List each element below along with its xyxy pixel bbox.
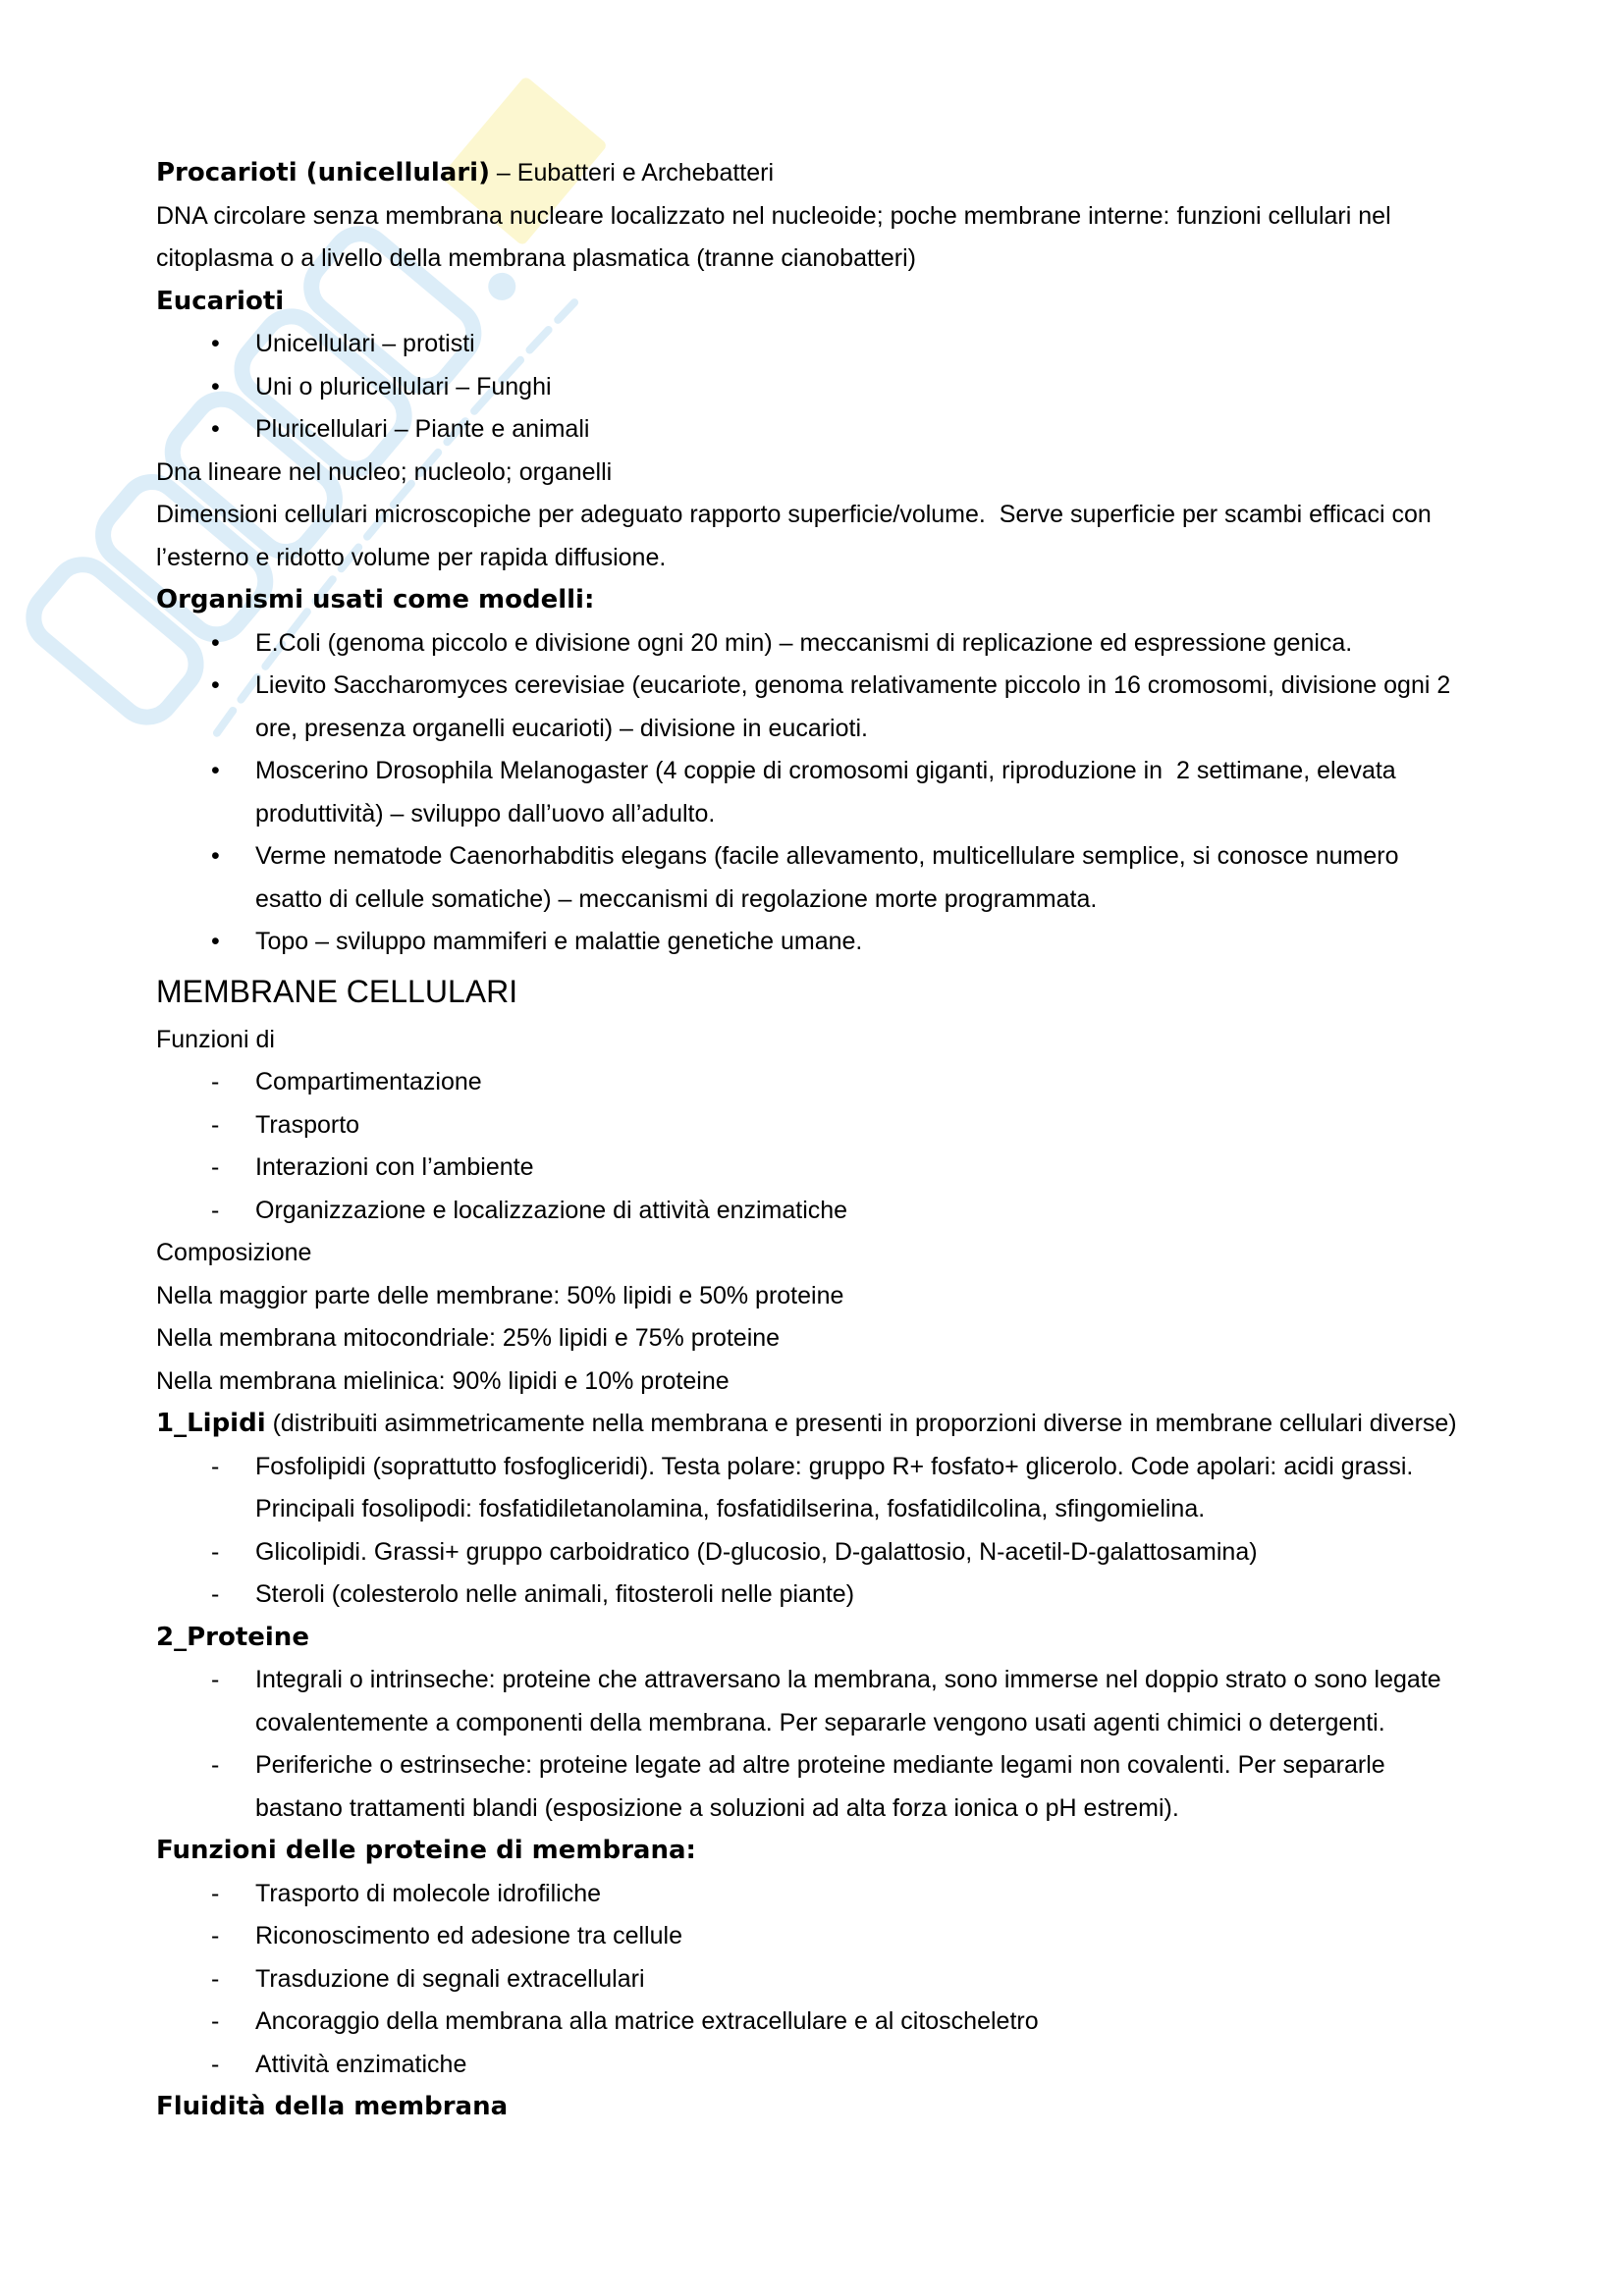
procarioti-heading: Procarioti (unicellulari) bbox=[156, 158, 490, 187]
dash-marker: - bbox=[211, 1879, 220, 1907]
paragraph-line: Dimensioni cellulari microscopiche per adeguato rapporto superficie/volume. Serve superficie per scambi efficaci con bbox=[156, 501, 1432, 528]
paragraph-line: Nella maggior parte delle membrane: 50% lipidi e 50% proteine bbox=[156, 1281, 844, 1309]
bullet-item-text: Verme nematode Caenorhabditis elegans (facile allevamento, multicellulare semplice, si conosce numero bbox=[255, 842, 1399, 870]
procarioti-heading-line bbox=[156, 152, 1531, 195]
dash-marker: - bbox=[211, 1196, 220, 1224]
dash-item bbox=[156, 1958, 1531, 2002]
bullet-marker: • bbox=[211, 671, 220, 699]
bullet-marker: • bbox=[211, 415, 220, 443]
dash-marker: - bbox=[211, 2007, 220, 2035]
bullet-marker: • bbox=[211, 757, 220, 784]
dash-item-text: Trasduzione di segnali extracellulari bbox=[255, 1964, 645, 1993]
bullet-item-text: Uni o pluricellulari – Funghi bbox=[255, 372, 552, 400]
bullet-item-continuation: produttività) – sviluppo dall’uovo all’adulto. bbox=[255, 799, 716, 828]
dash-item-text: Organizzazione e localizzazione di attività enzimatiche bbox=[255, 1196, 848, 1224]
bullet-item-text: Lievito Saccharomyces cerevisiae (eucariote, genoma relativamente piccolo in 16 cromosomi, divisione ogni 2 bbox=[255, 671, 1451, 699]
dash-item bbox=[156, 1744, 1531, 1788]
dash-item-text: Glicolipidi. Grassi+ gruppo carboidratico (D-glucosio, D-galattosio, N-acetil-D-galattosamina) bbox=[255, 1537, 1258, 1566]
notes-content bbox=[156, 152, 1531, 2129]
bullet-item-text: Unicellulari – protisti bbox=[255, 330, 475, 357]
bullet-item bbox=[156, 323, 1531, 366]
bullet-item bbox=[156, 921, 1531, 964]
bullet-item bbox=[156, 366, 1531, 409]
dash-item-text: Steroli (colesterolo nelle animali, fitosteroli nelle piante) bbox=[255, 1580, 855, 1608]
bullet-item-text: Moscerino Drosophila Melanogaster (4 coppie di cromosomi giganti, riproduzione in 2 settimane, elevata bbox=[255, 757, 1396, 784]
dash-marker: - bbox=[211, 1537, 220, 1566]
lipidi-heading-line bbox=[156, 1403, 1531, 1446]
bullet-item bbox=[156, 750, 1531, 793]
dash-marker: - bbox=[211, 1580, 220, 1608]
dash-marker: - bbox=[211, 1666, 220, 1693]
paragraph-line: citoplasma o a livello della membrana plasmatica (tranne cianobatteri) bbox=[156, 244, 916, 272]
dash-item-continuation: bastano trattamenti blandi (esposizione a soluzioni ad alta forza ionica o pH estremi). bbox=[255, 1793, 1179, 1822]
funzioni-label: Funzioni di bbox=[156, 1025, 275, 1053]
dash-marker: - bbox=[211, 1068, 220, 1095]
lipidi-heading: 1_Lipidi bbox=[156, 1409, 266, 1438]
dash-marker: - bbox=[211, 1153, 220, 1181]
dash-item bbox=[156, 1446, 1531, 1489]
dash-item-text: Periferiche o estrinseche: proteine legate ad altre proteine mediante legami non covalenti. Per separarle bbox=[255, 1751, 1385, 1779]
dash-marker: - bbox=[211, 1110, 220, 1139]
modelli-heading: Organismi usati come modelli: bbox=[156, 585, 595, 614]
dash-marker: - bbox=[211, 2050, 220, 2078]
bullet-item bbox=[156, 408, 1531, 452]
paragraph-line: Dna lineare nel nucleo; nucleolo; organelli bbox=[156, 457, 613, 486]
bullet-item-continuation: esatto di cellule somatiche) – meccanismi di regolazione morte programmata. bbox=[255, 884, 1098, 913]
fluidita-heading: Fluidità della membrana bbox=[156, 2092, 509, 2121]
paragraph-line: Nella membrana mielinica: 90% lipidi e 10% proteine bbox=[156, 1366, 730, 1395]
bullet-item bbox=[156, 665, 1531, 708]
dash-item-text: Fosfolipidi (soprattutto fosfogliceridi). Testa polare: gruppo R+ fosfato+ glicerolo. Code apolari: acidi grassi. bbox=[255, 1452, 1414, 1480]
dash-marker: - bbox=[211, 1751, 220, 1779]
dash-item bbox=[156, 1061, 1531, 1104]
dash-item-text: Riconoscimento ed adesione tra cellule bbox=[255, 1922, 682, 1949]
dash-item bbox=[156, 1190, 1531, 1233]
dash-item-text: Interazioni con l’ambiente bbox=[255, 1153, 534, 1181]
dash-item bbox=[156, 1147, 1531, 1190]
bullet-marker: • bbox=[211, 928, 220, 955]
dash-marker: - bbox=[211, 1452, 220, 1480]
composizione-label: Composizione bbox=[156, 1239, 312, 1266]
procarioti-subheading: – Eubatteri e Archebatteri bbox=[489, 159, 775, 187]
bullet-marker: • bbox=[211, 628, 220, 657]
bullet-item-text: E.Coli (genoma piccolo e divisione ogni 20 min) – meccanismi di replicazione ed espressione genica. bbox=[255, 628, 1353, 657]
dash-item-text: Compartimentazione bbox=[255, 1068, 482, 1095]
dash-item-text: Ancoraggio della membrana alla matrice extracellulare e al citoscheletro bbox=[255, 2007, 1039, 2035]
dash-item bbox=[156, 2001, 1531, 2044]
membrane-section-title: MEMBRANE CELLULARI bbox=[156, 973, 518, 1009]
proteine-heading: 2_Proteine bbox=[156, 1622, 309, 1652]
dash-item bbox=[156, 1659, 1531, 1702]
paragraph-line: Nella membrana mitocondriale: 25% lipidi e 75% proteine bbox=[156, 1324, 781, 1352]
dash-item bbox=[156, 2044, 1531, 2087]
dash-item bbox=[156, 1915, 1531, 1958]
bullet-item-text: Topo – sviluppo mammiferi e malattie genetiche umane. bbox=[255, 928, 863, 955]
dash-item-continuation: Principali fosolipodi: fosfatidiletanolamina, fosfatidilserina, fosfatidilcolina, sfingomielina. bbox=[255, 1495, 1206, 1522]
bullet-item-text: Pluricellulari – Piante e animali bbox=[255, 415, 590, 443]
bullet-item bbox=[156, 622, 1531, 666]
bullet-item-continuation: ore, presenza organelli eucarioti) – divisione in eucarioti. bbox=[255, 714, 868, 742]
paragraph-line: DNA circolare senza membrana nucleare localizzato nel nucleoide; poche membrane interne: funzioni cellulari nel bbox=[156, 201, 1391, 230]
dash-item bbox=[156, 1531, 1531, 1575]
dash-marker: - bbox=[211, 1964, 220, 1993]
bullet-marker: • bbox=[211, 842, 220, 870]
eucarioti-heading: Eucarioti bbox=[156, 286, 285, 316]
funzioni-proteine-heading: Funzioni delle proteine di membrana: bbox=[156, 1836, 696, 1865]
dash-item bbox=[156, 1873, 1531, 1916]
dash-item bbox=[156, 1574, 1531, 1617]
dash-item-continuation: covalentemente a componenti della membrana. Per separarle vengono usati agenti chimici o detergenti. bbox=[255, 1708, 1385, 1736]
dash-item bbox=[156, 1104, 1531, 1148]
bullet-item bbox=[156, 835, 1531, 879]
dash-item-text: Trasporto bbox=[255, 1110, 360, 1139]
lipidi-note: (distribuiti asimmetricamente nella membrana e presenti in proporzioni diverse in membrane cellulari diverse) bbox=[265, 1410, 1457, 1437]
bullet-marker: • bbox=[211, 372, 220, 400]
paragraph-line: l’esterno e ridotto volume per rapida diffusione. bbox=[156, 543, 667, 571]
bullet-marker: • bbox=[211, 330, 220, 357]
dash-item-text: Attività enzimatiche bbox=[255, 2050, 467, 2078]
dash-item-text: Trasporto di molecole idrofiliche bbox=[255, 1879, 602, 1907]
dash-marker: - bbox=[211, 1922, 220, 1949]
dash-item-text: Integrali o intrinseche: proteine che attraversano la membrana, sono immerse nel doppio strato o sono legate bbox=[255, 1666, 1441, 1693]
